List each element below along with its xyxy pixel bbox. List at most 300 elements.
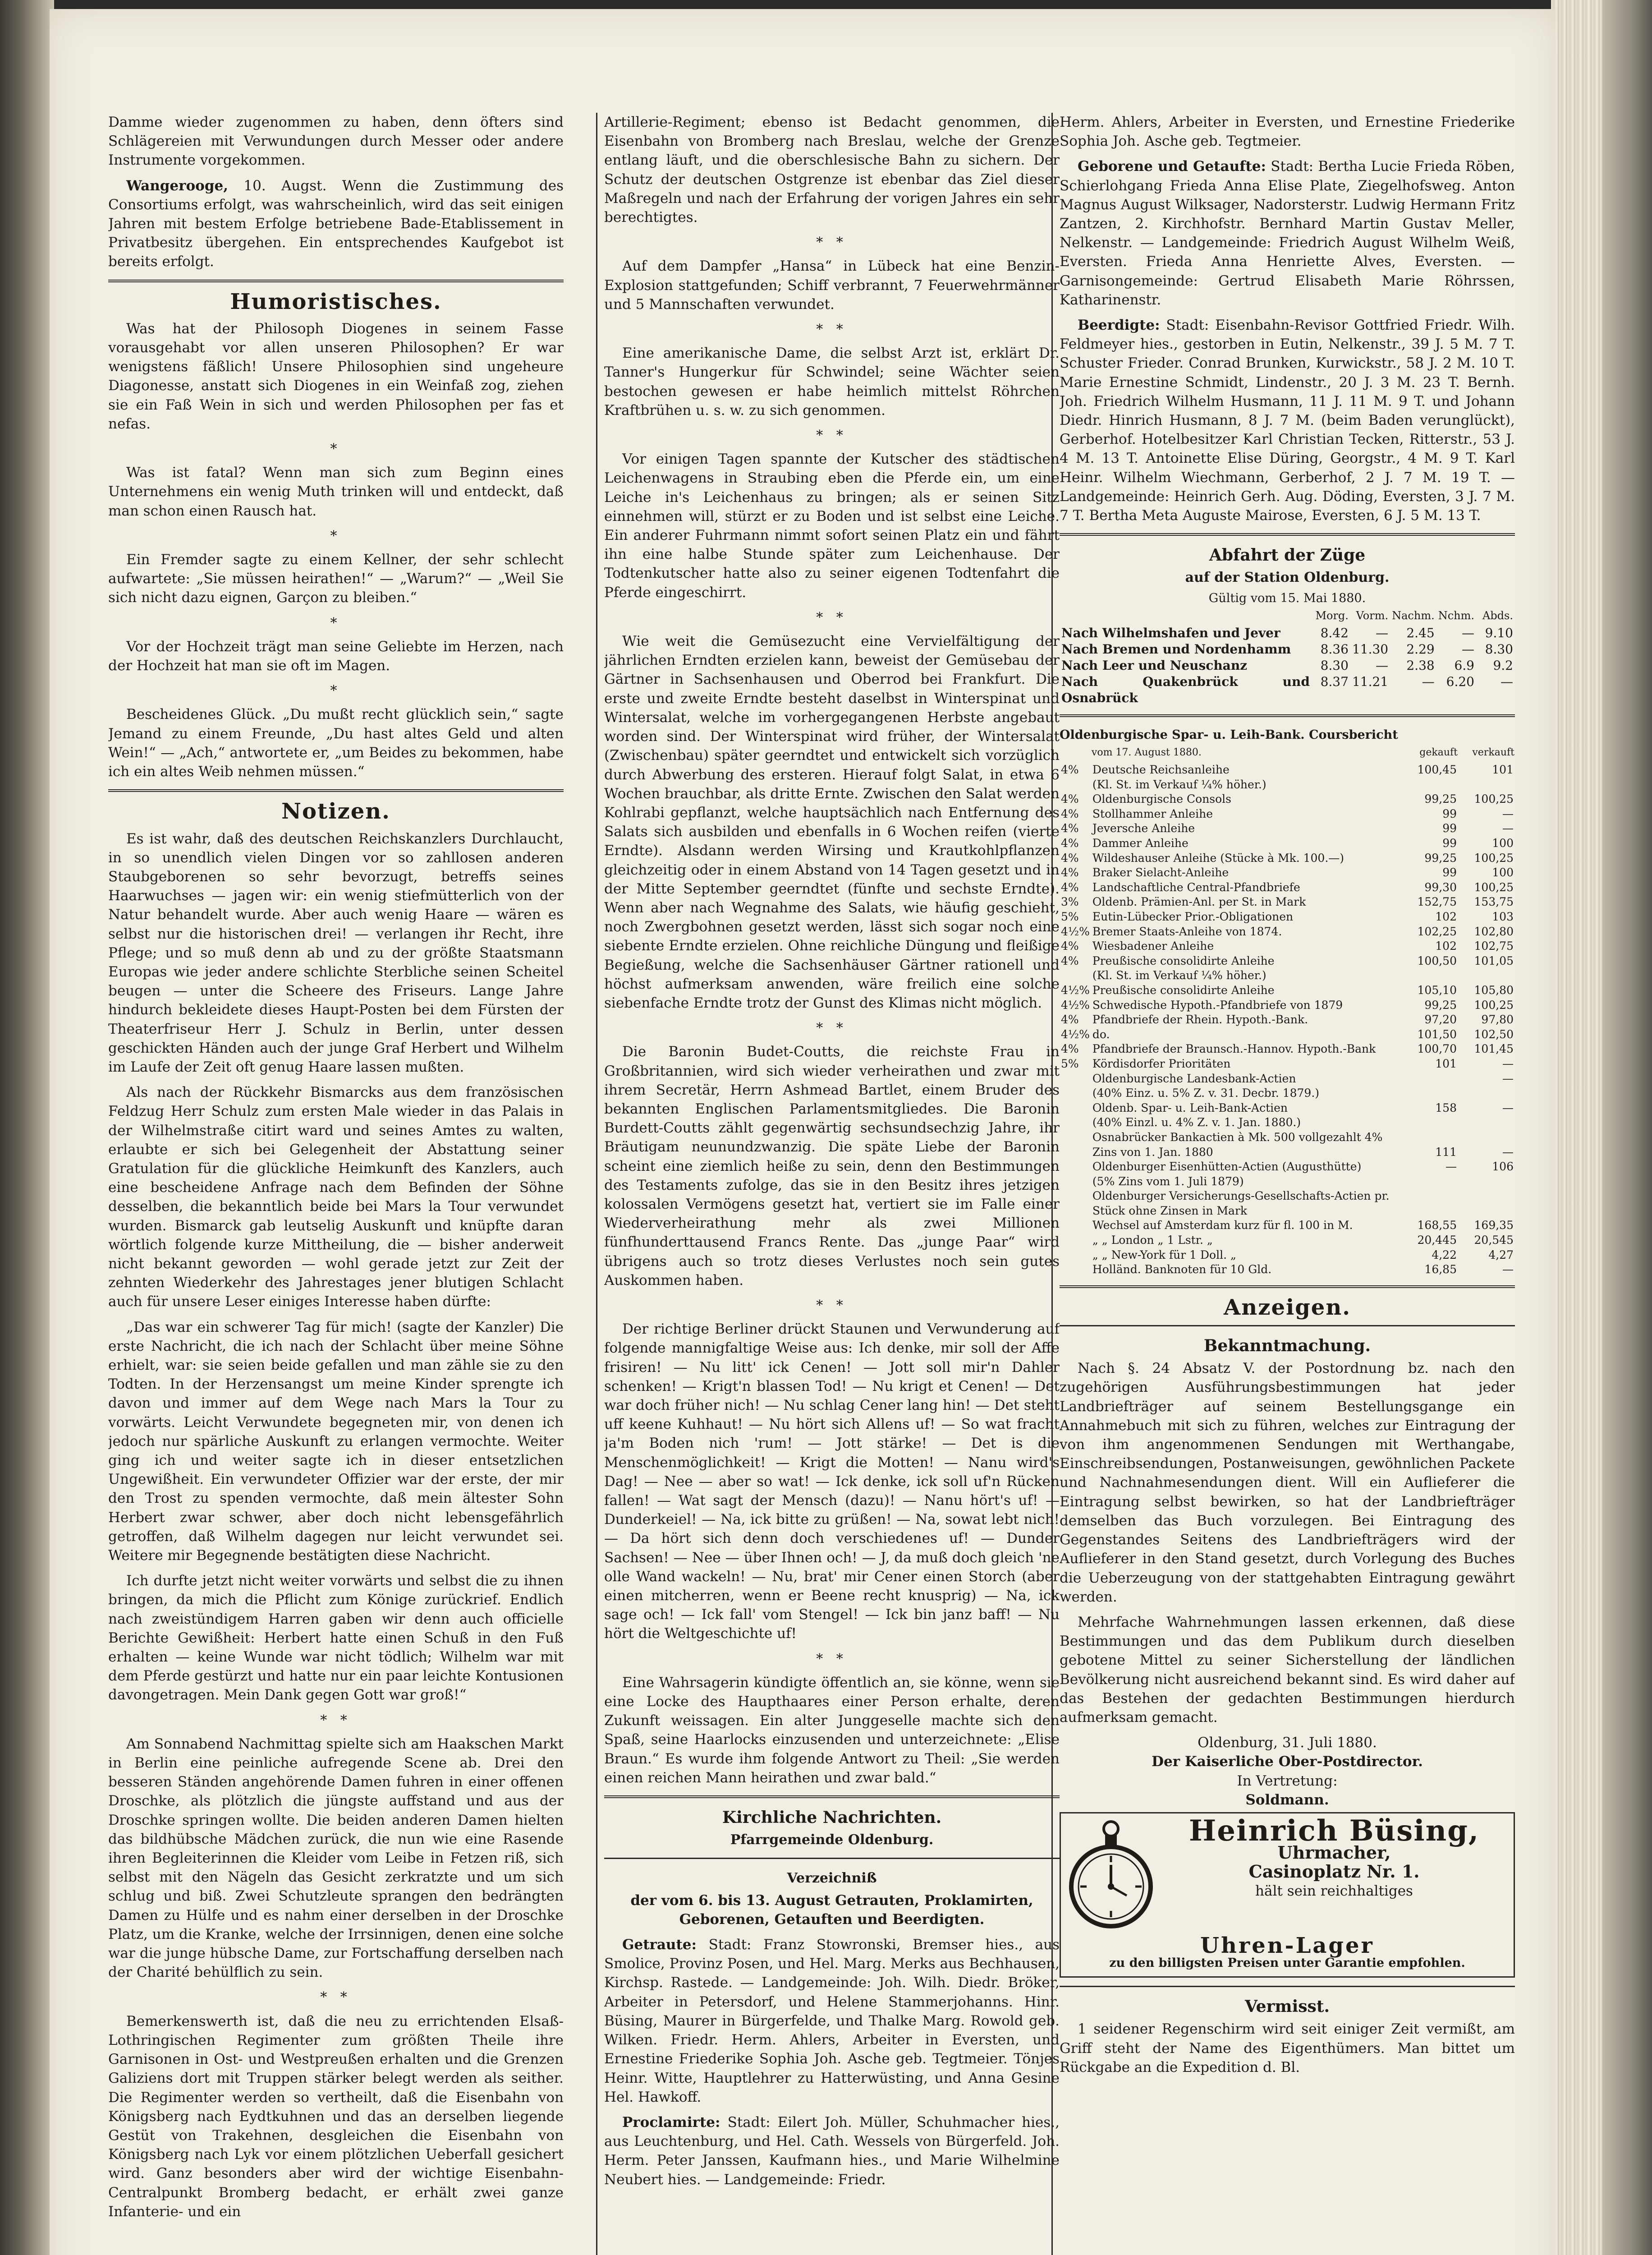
price-bought [1401,1086,1458,1101]
table-row [1060,1057,1515,1072]
price-sold [1458,968,1515,983]
price-bought: 102 [1435,939,1457,953]
star-divider: * * [816,1020,848,1036]
security-name: Dammer Anleihe [1092,837,1189,850]
security-name: Jeversche Anleihe [1092,822,1195,835]
security-name: „ „ London „ 1 Lstr. „ [1092,1233,1213,1247]
price-sold: 101,05 [1474,954,1514,967]
place-name: Wangerooge, [126,177,229,194]
star-divider: * * [816,609,848,626]
departure-time: — [1462,641,1474,657]
rate [1060,1218,1091,1233]
ad-headline: Uhren-Lager [1200,1933,1374,1958]
notice-title-vermisst: Vermisst. [1245,1997,1330,2016]
security-name: Oldenburgische Consols [1092,792,1232,806]
price-sold [1458,1174,1515,1189]
rate: 4½% [1061,1027,1090,1041]
star-divider: * * [816,428,848,444]
table-row [1060,658,1515,674]
price-bought: 99 [1442,866,1457,879]
security-name: Deutsche Reichsanleihe [1092,763,1230,777]
security-name: Stollhammer Anleihe [1092,807,1213,820]
table-row [1060,821,1515,836]
table-row [1060,625,1515,641]
table-row [1060,880,1515,895]
price-bought: 100,70 [1417,1042,1457,1056]
price-sold [1458,778,1515,792]
price-sold: 20,545 [1474,1233,1514,1247]
notice-date: Oldenburg, 31. Juli 1880. [1198,1735,1377,1751]
course-report-date: vom 17. August 1880. [1091,746,1202,758]
text-paragraph: Auf dem Dampfer „Hansa“ in Lübeck hat eine Benzin-Explosion stattgefunden; Schiff verbrannt, 7 Feuerwehrmänner und 5 Mannschaften verwundet. [604,258,1060,313]
security-name: (Kl. St. im Verkauf ¼% höher.) [1092,969,1267,982]
table-row [1060,836,1515,851]
text-paragraph: Die Baronin Budet-Coutts, die reichste Frau in Großbritannien, wird sich wieder verheirathen und zwar mit ihrem Secretär, Herrn Ashmead Bartlet, einem Bruder des bekannten Englischen Parlamentsmitgliedes. Die Baronin Burdett-Coutts zählt gegenwärtig sechsundsechzig Jahre, ihr Bräutigam neunundzwanzig. Die späte Liebe der Baronin scheint eine ziemlich heiße zu sein, denn den Bestimmungen des Testaments zufolge, das sie in den Besitz ihres jetzigen kolossalen Vermögens gesetzt hat, vertiert sie im Falle einer Wiederverheirathung mehr als zwei Millionen fünfhunderttausend Francs Rente. Das „junge Paar“ wird übrigens auch so trotz dieses Verlustes noch sein gutes Auskommen haben. [604,1044,1060,1289]
register-text: Stadt: Bertha Lucie Frieda Röben, Schierlohgang Frieda Anna Elise Plate, Ziegelhofsweg. Anton Magnus August Wilksager, Nadorsterstr. Ludwig Hermann Fritz Zantzen, 2. Kirchhofstr. Bernhard Martin Gustav Meller, Nelkenstr. — Landgemeinde: Friedrich August Wilhelm Weiß, Eversten. Frieda Anna Henriette Alves, Eversten. — Garnisongemeinde: Gertrud Elisabeth Marie Röhrssen, Katharinenstr. [1060,158,1515,308]
rate [1060,1160,1091,1174]
price-sold: 100,25 [1474,851,1514,865]
price-bought: 99 [1442,837,1457,850]
departure-time: — [1501,674,1513,689]
price-bought: 158 [1435,1101,1457,1114]
price-sold: 100,25 [1474,880,1514,894]
train-schedule-title: Abfahrt der Züge [1209,546,1366,565]
table-row [1060,1086,1515,1101]
divider [1060,1986,1515,1987]
rate: 4% [1061,792,1079,806]
rate: 4% [1061,851,1079,865]
text-paragraph: Was ist fatal? Wenn man sich zum Beginn eines Unternehmens ein wenig Muth trinken will und entdeckt, daß man schon einen Rausch hat. [108,465,564,519]
text-paragraph: Vor einigen Tagen spannte der Kutscher des städtischen Leichenwagens in Straubing eben die Pferde ein, um eine Leiche in's Leichenhaus zu bringen; als er seinen Sitz einnehmen will, stürzt er zu Boden und ist selbst eine Leiche. Ein anderer Fuhrmann nimmt sofort seinen Platz ein und fährt ihn eine halbe Stunde später zum Leichenhause. Der Todtenkutscher hatte also zu seiner eigenen Todtenfahrt die Pferde eingeschirrt. [604,451,1060,601]
price-bought: 105,10 [1417,983,1457,997]
price-sold: — [1502,807,1514,820]
rate: 4% [1061,807,1079,820]
table-row [1060,998,1515,1013]
security-name: Oldenburger Versicherungs-Gesellschafts-Actien pr. [1092,1189,1390,1203]
rate: 4½% [1061,983,1090,997]
price-bought: 152,75 [1417,895,1457,909]
price-bought: 16,85 [1424,1263,1457,1276]
price-sold: 100,25 [1474,792,1514,806]
train-schedule-table [1060,606,1515,706]
price-sold: 100,25 [1474,998,1514,1012]
price-bought: 101,50 [1417,1027,1457,1041]
rate: 4% [1061,1042,1079,1056]
table-row [1060,674,1515,706]
rate: 4½% [1061,925,1090,938]
rate: 4½% [1061,998,1090,1012]
price-bought [1401,778,1458,792]
rate [1060,1072,1091,1086]
text-paragraph: Nach §. 24 Absatz V. der Postordnung bz. nach den zugehörigen Ausführungsbestimmungen hat jeder Landbriefträger auf seinem Bestellungsgange ein Annahmebuch mit sich zu führen, welches zur Eintragung der von ihm angenommenen Sendungen mit Werthangabe, Einschreibsendungen, Postanweisungen, gewöhnlichen Packete und Nachnahmesendungen dient. Will ein Auflieferer die Eintragung selbst bewirken, so hat der Landbriefträger demselben das Buch vorzulegen. Bei Eintragung des Gegenstandes Seitens des Landbriefträgers wird der Auflieferer in den Stand gesetzt, durch Vorlegung des Buches die Ueberzeugung von der stattgehabten Eintragung gewährt werden. [1060,1360,1515,1605]
section-heading-notizen: Notizen. [281,799,390,824]
departure-time: 8.30 [1320,658,1349,673]
text-paragraph: Wie weit die Gemüsezucht eine Vervielfältigung der jährlichen Erndten erzielen kann, beweist der Gemüsebau der Gärtner in Sachsenhausen und Oberrod bei Frankfurt. Die erste und zweite Erndte besteht daselbst in Winterspinat und Wintersalat, welche im vorhergegangenen Herbste angebaut worden sind. Der Winterspinat wird früher, der Wintersalat (Zwischenbau) später geerndtet und entwickelt sich vorzüglich durch Abwerbung des ersteren. Hierauf folgt Salat, in etwa 6 Wochen brauchbar, als dritte Ernte. Zwischen den Salat werden Kohlrabi gepflanzt, welche hauptsächlich nach Entfernung des Salats sich ausbilden und ebenfalls in 6 Wochen reifen (vierte Erndte). Alsdann werden Wirsing und Krautkohlpflanzen gleichzeitig oder in einem Abstand von 14 Tagen gesetzt und in der Mitte September geerndtet (fünfte und sechste Erndte). Wenn aber nach Wegnahme des Salats, wie häufig geschieht, noch Zwergbohnen gesetzt werden, lässt sich sogar noch eine siebente Erndte erzielen. Ohne reichliche Düngung und fleißige Begießung, welche die Sachsenhäuser Gärtner rationell und höchst aufmerksam anwenden, wäre freilich eine solche siebenfache Erndte trotz der Gunst des Klimas nicht möglich. [604,633,1060,1011]
section-subheading: Pfarrgemeinde Oldenburg. [730,1832,934,1848]
table-row [1060,1233,1515,1248]
price-sold: 169,35 [1474,1219,1514,1232]
rate: 4% [1061,866,1079,879]
security-name: Landschaftliche Central-Pfandbriefe [1092,880,1300,894]
price-sold: — [1502,1072,1514,1085]
table-row [1060,1072,1515,1086]
table-row [1060,983,1515,998]
security-name: (40% Einz. u. 5% Z. v. 31. Decbr. 1879.) [1092,1086,1320,1100]
table-row [1060,792,1515,807]
price-bought: 111 [1435,1145,1457,1159]
rate [1060,1130,1091,1145]
text-paragraph: Artillerie-Regiment; ebenso ist Bedacht genommen, die Eisenbahn von Bromberg nach Breslau, welche der Grenze entlang läuft, und die oberschlesische Bahn zu sichern. Der Schutz der deutschen Ostgrenze ist ebenbar das Ziel dieser Maßregeln und nach der Erfahrung der vorigen Jahres ein sehr berechtigtes. [604,114,1060,226]
departure-time: 8.42 [1320,625,1349,640]
text-paragraph: Bemerkenswerth ist, daß die neu zu errichtenden Elsaß-Lothringischen Regimenter zum größten Theile ihre Garnisonen in Ost- und Westpreußen erhalten und die Grenzen Galiziens dort mit Truppen stärker belegt werden als seither. Die Regimenter werden so vertheilt, daß die Eisenbahn von Königsberg nach Eydtkuhnen und das an derselben liegende Gestüt von Trakehnen, desgleichen die Eisenbahn von Königsberg nach Lyk vor einem plötzlichen Ueberfall gesichert wird. Ganz besonders aber wird der wichtige Eisenbahn-Centralpunkt Bromberg bedacht, er erhält zwei ganze Infanterie- und ein [108,2013,564,2220]
price-bought: 4,22 [1432,1248,1457,1261]
table-row [1060,1174,1515,1189]
text-paragraph: „Das war ein schwerer Tag für mich! (sagte der Kanzler) Die erste Nachricht, die ich nach der Schlacht über meine Söhne erhielt, war: sie seien beide gefallen und man zähle sie zu den Todten. In der Herzensangst um meine Kinder sprengte ich davon und immer auf dem Wege nach Mars la Tour zu vorwärts. Leicht Verwundete begegneten mir, von denen ich jedoch nur spärliche Auskunft zu erlangen vermochte. Weiter ging ich und weiter sagte ich in dieser entsetzlichen Ungewißheit. Ein verwundeter Offizier war der erste, der mir den Trost zu spenden vermochte, daß mein ältester Sohn Herbert zwar schwer, aber doch nicht lebensgefährlich getroffen, daß Wilhelm dagegen nur leicht verwundet sei. Weitere mir Begegnende bestätigten diese Nachricht. [108,1319,564,1564]
departure-time: 11.21 [1352,674,1389,689]
destination: Nach Leer und Neuschanz [1061,658,1248,673]
table-row [1060,895,1515,910]
section-divider [604,1795,1060,1798]
price-bought: 100,45 [1417,763,1457,777]
price-bought: 99 [1442,822,1457,835]
security-name: Pfandbriefe der Rhein. Hypoth.-Bank. [1092,1013,1308,1026]
price-bought: 99,25 [1424,792,1457,806]
column-header: Nchm. [1438,609,1474,622]
register-beerdigte [1060,316,1515,525]
star-divider: * * [816,235,848,251]
security-name: Kördisdorfer Prioritäten [1092,1057,1231,1070]
price-sold: — [1502,1101,1514,1114]
advertisement-watchmaker [1060,1812,1515,1978]
course-report-title: Oldenburgische Spar- u. Leih-Bank. Coursbericht [1060,727,1398,742]
security-name: (40% Einzl. u. 4% Z. v. 1. Jan. 1880.) [1092,1116,1301,1129]
train-schedule-valid: Gültig vom 15. Mai 1880. [1208,591,1366,605]
price-sold: 101 [1492,763,1514,777]
section-divider [108,789,564,792]
column-header: Nachm. [1392,609,1435,622]
section-heading-kirchliche: Kirchliche Nachrichten. [722,1808,942,1827]
table-row [1060,1204,1515,1219]
table-row [1060,1115,1515,1130]
rate [1060,1101,1091,1116]
security-name: Preußische consolidirte Anleihe [1092,954,1275,967]
text-paragraph: Der richtige Berliner drückt Staunen und Verwunderung auf folgende mannigfaltige Weise aus: Ich denke, mir soll der Affe frisiren! — Nu litt' ick Cenen! — Jott soll mir'n Dahler schenken! — Krigt'n blassen Tod! — Nu krigt et Cenen! — Det war doch früher nich! — Nu schlag Cener lang hin! — Det steht uff keene Kuhhaut! — Nu hört sich Allens uf! — So wat fracht ja'm Boden nich 'rum! — Jott stärke! — Det is die Menschenmöglichkeit! — Krigt die Motten! — Nanu wird's Dag! — Nee — aber so wat! — Ick denke, ick soll uf'n Rücken fallen! — Wat sagt der Mensch (dazu)! — Nanu hört's uf! — Dunderkeiel! — Na, ick bitte zu grüßen! — Na, sowat lebt nich! — Da hört sich denn doch verschiedenes uf! — Dunder Sachsen! — Nee — über Ihnen och! — J, da muß doch gleich 'ne olle Wand wackeln! — Nu, brat' mir Cener einen Storch (aber einen mitcherren, wenn er Beene recht knusprig) — Na, ick sage och! — Ick fall' vom Stengel! — Ick bin janz baff! — Nu hört die Weltgeschichte uf! [604,1321,1060,1642]
ad-text: zu den billigsten Preisen unter Garantie empfohlen. [1109,1956,1465,1970]
star-divider: * [330,441,342,457]
table-row [1060,968,1515,983]
table-row [1060,1160,1515,1174]
table-row [1060,1042,1515,1057]
rate [1060,1086,1091,1101]
security-name: Zins von 1. Jan. 1880 [1092,1145,1213,1159]
rate: 5% [1061,910,1079,924]
price-bought: — [1446,1160,1457,1174]
table-row [1060,1101,1515,1116]
price-sold: 105,80 [1474,983,1514,997]
column-header: Morg. [1315,609,1349,622]
text-paragraph: Eine Wahrsagerin kündigte öffentlich an, sie könne, wenn sie eine Locke des Haupthaares einer Person erhalte, deren Zukunft weissagen. Ein alter Junggeselle machte sich den Spaß, seine Haarlocks einzusenden und unterzeichnete: „Elise Braun.“ Es wurde ihm folgende Antwort zu Theil: „Sie werden einen reichen Mann heirathen und zwar bald.“ [604,1674,1060,1786]
star-divider: * * [320,1989,352,2006]
price-bought: 99,25 [1424,998,1457,1012]
rate [1060,1145,1091,1160]
security-name: Wildeshauser Anleihe (Stücke à Mk. 100.—) [1092,851,1345,865]
price-bought: 99,30 [1424,880,1457,894]
price-sold: 97,80 [1481,1013,1514,1026]
price-sold [1458,1115,1515,1130]
register-getraute [604,1935,1060,2107]
price-sold: 103 [1492,910,1514,924]
divider [1060,1325,1515,1326]
text-paragraph: Bescheidenes Glück. „Du mußt recht glücklich sein,“ sagte Jemand zu einem Freunde, „Du hast altes Geld und alten Wein!“ — „Ach,“ antwortete er, „um Beides zu bekommen, habe ich ein altes Weib nehmen müssen.“ [108,706,564,780]
register-text: Stadt: Franz Stowronski, Bremser hies., aus Smolice, Provinz Posen, und Hel. Marg. Merks aus Bechhausen, Kirchsp. Rastede. — Landgemeinde: Joh. Wilh. Diedr. Bröker, Arbeiter in Petersdorf, und Helene Stammerjohanns. Hinr. Büsing, Maurer in Bürgerfelde, und Thalke Marg. Rowold geb. Wilken. Friedr. Herm. Ahlers, Arbeiter in Eversten, und Ernestine Friederike Sophia Joh. Asche geb. Tegtmeier. Tönjes Heinr. Witte, Hauptlehrer zu Hatterwüsting, und Anna Gesine Hel. Hawkoff. [604,1937,1060,2105]
table-header-row [1060,606,1515,625]
destination: Nach Wilhelmshafen und Jever [1061,625,1280,640]
text-paragraph: Ein Fremder sagte zu einem Kellner, der sehr schlecht aufwartete: „Sie müssen heirathen!“ — „Warum?“ — „Weil Sie sich nicht dazu eignen, Garçon zu bleiben.“ [108,552,564,606]
rate [1060,1115,1091,1130]
text-paragraph: Als nach der Rückkehr Bismarcks aus dem französischen Feldzug Herr Schulz zum ersten Male wieder in das Palais in der Wilhelmstraße citirt ward und seines Amtes zu walten, erlaubte er sich bei Gelegenheit der Abstattung seiner Gratulation für die glückliche Heimkunft des Kanzlers, auch eine bescheidene Anfrage nach dem Befinden der Söhne desselben, die bekanntlich beide bei Mars la Tour verwundet wurden. Bismarck gab leutselig Auskunft und knüpfte daran wörtlich folgende kurze Mittheilung, die — bisher anderweit nicht bekannt geworden — wohl gerade jetzt zur Zeit der zehnten Wiederkehr des Jahrestages jener blutigen Schlacht auch für unsere Leser einiges Interesse haben dürfte: [108,1084,564,1310]
section-divider [1060,1285,1515,1288]
price-bought [1401,1204,1458,1219]
rate: 4% [1061,880,1079,894]
rate: 4% [1061,939,1079,953]
price-bought [1401,1115,1458,1130]
table-row [1060,763,1515,778]
security-name: Bremer Staats-Anleihe von 1874. [1092,925,1282,938]
security-name: „ „ New-York für 1 Doll. „ [1092,1248,1236,1261]
text-paragraph: Ich durfte jetzt nicht weiter vorwärts und selbst die zu ihnen bringen, da mich die Pflicht zum Könige zurückrief. Endlich nach zweistündigem Harren gaben wir denn auch officielle Berichte Gewißheit: Herbert hatte einen Schuß in den Fuß erhalten — keine Wunde war nicht tödlich; Wilhelm war mit dem Pferde gestürzt und hatte nur ein paar leichte Kontusionen davongetragen. Mein Dank gegen Gott war groß!“ [108,1573,564,1703]
departure-time: 8.30 [1485,641,1513,657]
price-sold: — [1502,1057,1514,1070]
departure-time: 9.2 [1493,658,1513,673]
price-sold: 4,27 [1488,1248,1514,1261]
text-paragraph: Eine amerikanische Dame, die selbst Arzt ist, erklärt Dr. Tanner's Hungerkur für Schwindel; seine Wächter seien bestochen gewesen er habe heimlich mittelst Röhrchen Kraftbrühen u. s. w. zu sich genommen. [604,345,1060,419]
table-row [1060,865,1515,880]
price-sold: — [1502,1263,1514,1276]
section-divider [108,280,564,282]
book-binding-left [0,0,54,2255]
departure-time: 2.29 [1406,641,1435,657]
text-paragraph: Herm. Ahlers, Arbeiter in Eversten, und Ernestine Friederike Sophia Joh. Asche geb. Tegtmeier. [1060,114,1515,150]
security-name: Schwedische Hypoth.-Pfandbriefe von 1879 [1092,998,1343,1012]
price-bought: 102,25 [1417,925,1457,938]
divider [604,1858,1060,1859]
star-divider: * * [816,322,848,338]
rate [1060,1262,1091,1277]
column-2 [604,113,1060,2255]
column-1 [108,113,564,2255]
price-bought [1401,968,1458,983]
course-report-table [1060,743,1515,1277]
price-sold: — [1502,822,1514,835]
price-sold: 101,45 [1474,1042,1514,1056]
register-proclamirte [604,2113,1060,2189]
price-sold: 153,75 [1474,895,1514,909]
notice-title: Bekanntmachung. [1203,1336,1371,1356]
price-bought [1401,1072,1458,1086]
newspaper-page [50,9,1556,2255]
price-bought [1401,1130,1458,1145]
price-sold: 102,80 [1474,925,1514,938]
rate [1060,1204,1091,1219]
departure-time: 6.20 [1446,674,1474,689]
security-name: Wechsel auf Amsterdam kurz für fl. 100 in M. [1092,1219,1353,1232]
departure-time: — [1376,625,1389,640]
price-sold [1458,1086,1515,1101]
destination: Nach Bremen und Nordenhamm [1061,641,1291,657]
register-label: Geborene und Getaufte: [1078,158,1266,175]
notice-authority: Der Kaiserliche Ober-Postdirector. [1152,1753,1423,1770]
price-sold: 100 [1492,837,1514,850]
price-bought: 168,55 [1417,1219,1457,1232]
rate [1060,1248,1091,1263]
table-row [1060,1262,1515,1277]
register-label: Getraute: [622,1937,697,1953]
star-divider: * [330,528,342,544]
security-name: (5% Zins vom 1. Juli 1879) [1092,1174,1244,1188]
notice-signatory: Soldmann. [1245,1791,1329,1808]
security-name: Oldenburgische Landesbank-Actien [1092,1072,1296,1085]
column-header: gekauft [1419,746,1458,758]
rate [1060,1233,1091,1248]
security-name: Wiesbadener Anleihe [1092,939,1214,953]
text-paragraph: Es ist wahr, daß des deutschen Reichskanzlers Durchlaucht, in so unendlich vielen Dingen vor so zahllosen anderen Staubgeborenen so sehr bevorzugt, betreffs seines Haarwuchses — jagen wir: ein wenig stiefmütterlich von der Natur behandelt wurde. Aber auch wenig Haare — wären es selbst nur die historischen drei! — verlangen ihr Recht, ihre Pflege; und so muß denn ab und zu der größte Staatsmann Europas wie jeder andere schlichte Sterbliche seinen Scheitel beugen — unter die Scheere des Friseurs. Lange Jahre hindurch bekleidete dieses Haupt-Posten bei dem Fürsten der Theaterfriseur Herr J. Schulz in Berlin, unter dessen geschickten Händen auch der junge Graf Herbert und Wilhelm im Laufe der Zeit oft genug Haare lassen mußten. [108,830,564,1075]
column-3 [1060,113,1515,2255]
price-sold: 102,75 [1474,939,1514,953]
advertiser-name: Heinrich Büsing, [1189,1813,1480,1848]
star-divider: * [330,683,342,699]
star-divider: * * [320,1712,352,1728]
price-sold: 100 [1492,866,1514,879]
departure-time: 8.36 [1320,641,1349,657]
price-sold [1458,1204,1515,1219]
register-text: Stadt: Eilert Joh. Müller, Schuhmacher hies., aus Leuchtenburg, und Hel. Cath. Wessels von Bürgerfeld. Joh. Herm. Peter Janssen, Kaufmann hies., und Marie Wilhelmine Neubert hies. — Landgemeinde: Friedr. [604,2114,1060,2188]
security-name: Eutin-Lübecker Prior.-Obligationen [1092,910,1294,924]
security-name: Pfandbriefe der Braunsch.-Hannov. Hypoth.-Bank [1092,1042,1376,1056]
rate: 3% [1061,895,1079,909]
security-name: Braker Sielacht-Anleihe [1092,866,1229,879]
star-divider: * [330,615,342,631]
departure-time: 2.45 [1406,625,1435,640]
rate: 5% [1061,1057,1079,1070]
ad-text: hält sein reichhaltiges [1255,1882,1413,1899]
price-bought: 97,20 [1424,1013,1457,1026]
advertiser-address: Casinoplatz Nr. 1. [1248,1861,1420,1882]
text-paragraph: Vor der Hochzeit trägt man seine Geliebte im Herzen, nach der Hochzeit hat man sie oft im Magen. [108,638,564,674]
security-name: Stück ohne Zinsen in Mark [1092,1204,1248,1217]
table-header-row [1060,743,1515,763]
rate [1060,1174,1091,1189]
rate [1060,968,1091,983]
rate [1060,1189,1091,1204]
table-row [1060,1012,1515,1027]
section-divider [1060,533,1515,536]
price-sold: 102,50 [1474,1027,1514,1041]
departure-time: — [1422,674,1435,689]
departure-time: — [1376,658,1389,673]
table-row [1060,1130,1515,1145]
table-row [1060,778,1515,792]
rate: 4% [1061,763,1079,777]
security-name: Holländ. Banknoten für 10 Gld. [1092,1263,1272,1276]
table-row [1060,807,1515,822]
star-divider: * * [816,1651,848,1667]
table-row [1060,851,1515,866]
notice-proxy: In Vertretung: [1237,1772,1338,1789]
table-row [1060,910,1515,925]
register-label: Beerdigte: [1078,317,1160,334]
table-row [1060,641,1515,658]
departure-time: 8.37 [1320,674,1349,689]
text-paragraph: Damme wieder zugenommen zu haben, denn öfters sind Schlägereien mit Verwundungen durch Messer oder andere Instrumente vorgekommen. [108,114,564,169]
train-schedule-station: auf der Station Oldenburg. [1185,570,1390,586]
register-geborene [1060,157,1515,309]
price-sold [1458,1189,1515,1204]
section-heading-anzeigen: Anzeigen. [1224,1294,1351,1320]
table-row [1060,939,1515,954]
section-divider [1060,714,1515,717]
security-name: do. [1092,1027,1110,1041]
table-row [1060,1218,1515,1233]
text-paragraph: 1 seidener Regenschirm wird seit einiger Zeit vermißt, am Griff steht der Name des Eigenthümers. Man bittet um Rückgabe an die Expedition d. Bl. [1060,2021,1515,2076]
rate: 4% [1061,954,1079,967]
column-header: Vorm. [1356,609,1389,622]
column-rule [596,113,597,2255]
rate: 4% [1061,837,1079,850]
departure-time: 11.30 [1352,641,1389,657]
security-name: Oldenb. Prämien-Anl. per St. in Mark [1092,895,1306,909]
price-sold: — [1502,1145,1514,1159]
price-bought: 100,50 [1417,954,1457,967]
departure-time: 2.38 [1406,658,1435,673]
rate: 4% [1061,822,1079,835]
advertiser-profession: Uhrmacher, [1277,1842,1391,1863]
column-header: verkauft [1472,746,1514,758]
price-sold: 106 [1492,1160,1514,1174]
section-heading-humor: Humoristisches. [230,289,442,314]
security-name: (Kl. St. im Verkauf ¼% höher.) [1092,778,1267,791]
table-row [1060,954,1515,969]
table-row [1060,1248,1515,1263]
rate: 4% [1061,1013,1079,1026]
text-paragraph: Mehrfache Wahrnehmungen lassen erkennen, daß diese Bestimmungen und das dem Publikum durch dieselben gebotene Mittel zu seiner Sicherstellung der ländlichen Bevölkerung nicht ausreichend bekannt sind. Es wird daher auf das Bestehen der gedachten Bestimmungen hierdurch aufmerksam gemacht. [1060,1614,1515,1726]
security-name: Preußische consolidirte Anleihe [1092,983,1275,997]
price-bought [1401,1189,1458,1204]
departure-time: 9.10 [1485,625,1513,640]
security-name: Oldenburger Eisenhütten-Actien (Augusthütte) [1092,1160,1362,1174]
register-label: Proclamirte: [622,2114,720,2131]
table-row [1060,1027,1515,1042]
rate [1060,778,1091,792]
column-header: Abds. [1482,609,1513,622]
security-name: Oldenb. Spar- u. Leih-Bank-Actien [1092,1101,1288,1114]
table-row [1060,1189,1515,1204]
price-bought [1401,1174,1458,1189]
pocket-watch-icon [1068,1819,1154,1936]
text-paragraph: Am Sonnabend Nachmittag spielte sich am Haakschen Markt in Berlin eine peinliche aufregende Scene ab. Drei den besseren Ständen angehörende Damen fuhren in einer offenen Droschke, als plötzlich die jüngste auffstand und aus der Droschke springen wollte. Die beiden anderen Damen hielten das bildhübsche Mädchen zurück, die nun wie eine Rasende ihren Begleiterinnen die Kleider vom Leibe in Fetzen riß, sich selbst mit den Nägeln das Gesicht zerkratzte und um sich schlug und biß. Zwei Schutzleute sprangen den bedrängten Damen zu Hülfe und es nahm einer derselben in der Droschke Platz, um die Kranke, welche der Irrsinnigen, denen eine solche war die junge hübsche Dame, zur Fortschaffung derselben nach der Charité behülflich zu sein. [108,1735,564,1981]
page-stack-edge [1551,0,1652,2255]
price-bought: 20,445 [1417,1233,1457,1247]
table-row [1060,1145,1515,1160]
text-paragraph: 10. Augst. Wenn die Zustimmung des Consortiums erfolgt, was wahrscheinlich, wird das seit einigen Jahren mit bestem Erfolge betriebene Bade-Etablissement in Privatbesitz übergehen. Ein entsprechendes Kaufgebot ist bereits erfolgt. [108,177,564,270]
text-paragraph: Was hat der Philosoph Diogenes in seinem Fasse vorausgehabt vor allen unseren Philosophen? Er war wenigstens fäßlich! Unsere Philosophien sind ungeheure Diagonesse, anstatt sich Diogenes in ein Weinfaß zog, ziehen sie ein Faß Wein in sich und werden Philosophen per fas et nefas. [108,320,564,432]
price-bought: 102 [1435,910,1457,924]
news-item-wangerooge [108,176,564,272]
price-bought: 101 [1435,1057,1457,1070]
section-subheading: Verzeichniß [787,1870,877,1887]
departure-time: — [1462,625,1474,640]
section-subheading: der vom 6. bis 13. August Getrauten, Proklamirten, Geborenen, Getauften und Beerdigten. [630,1892,1033,1928]
departure-time: 6.9 [1454,658,1474,673]
